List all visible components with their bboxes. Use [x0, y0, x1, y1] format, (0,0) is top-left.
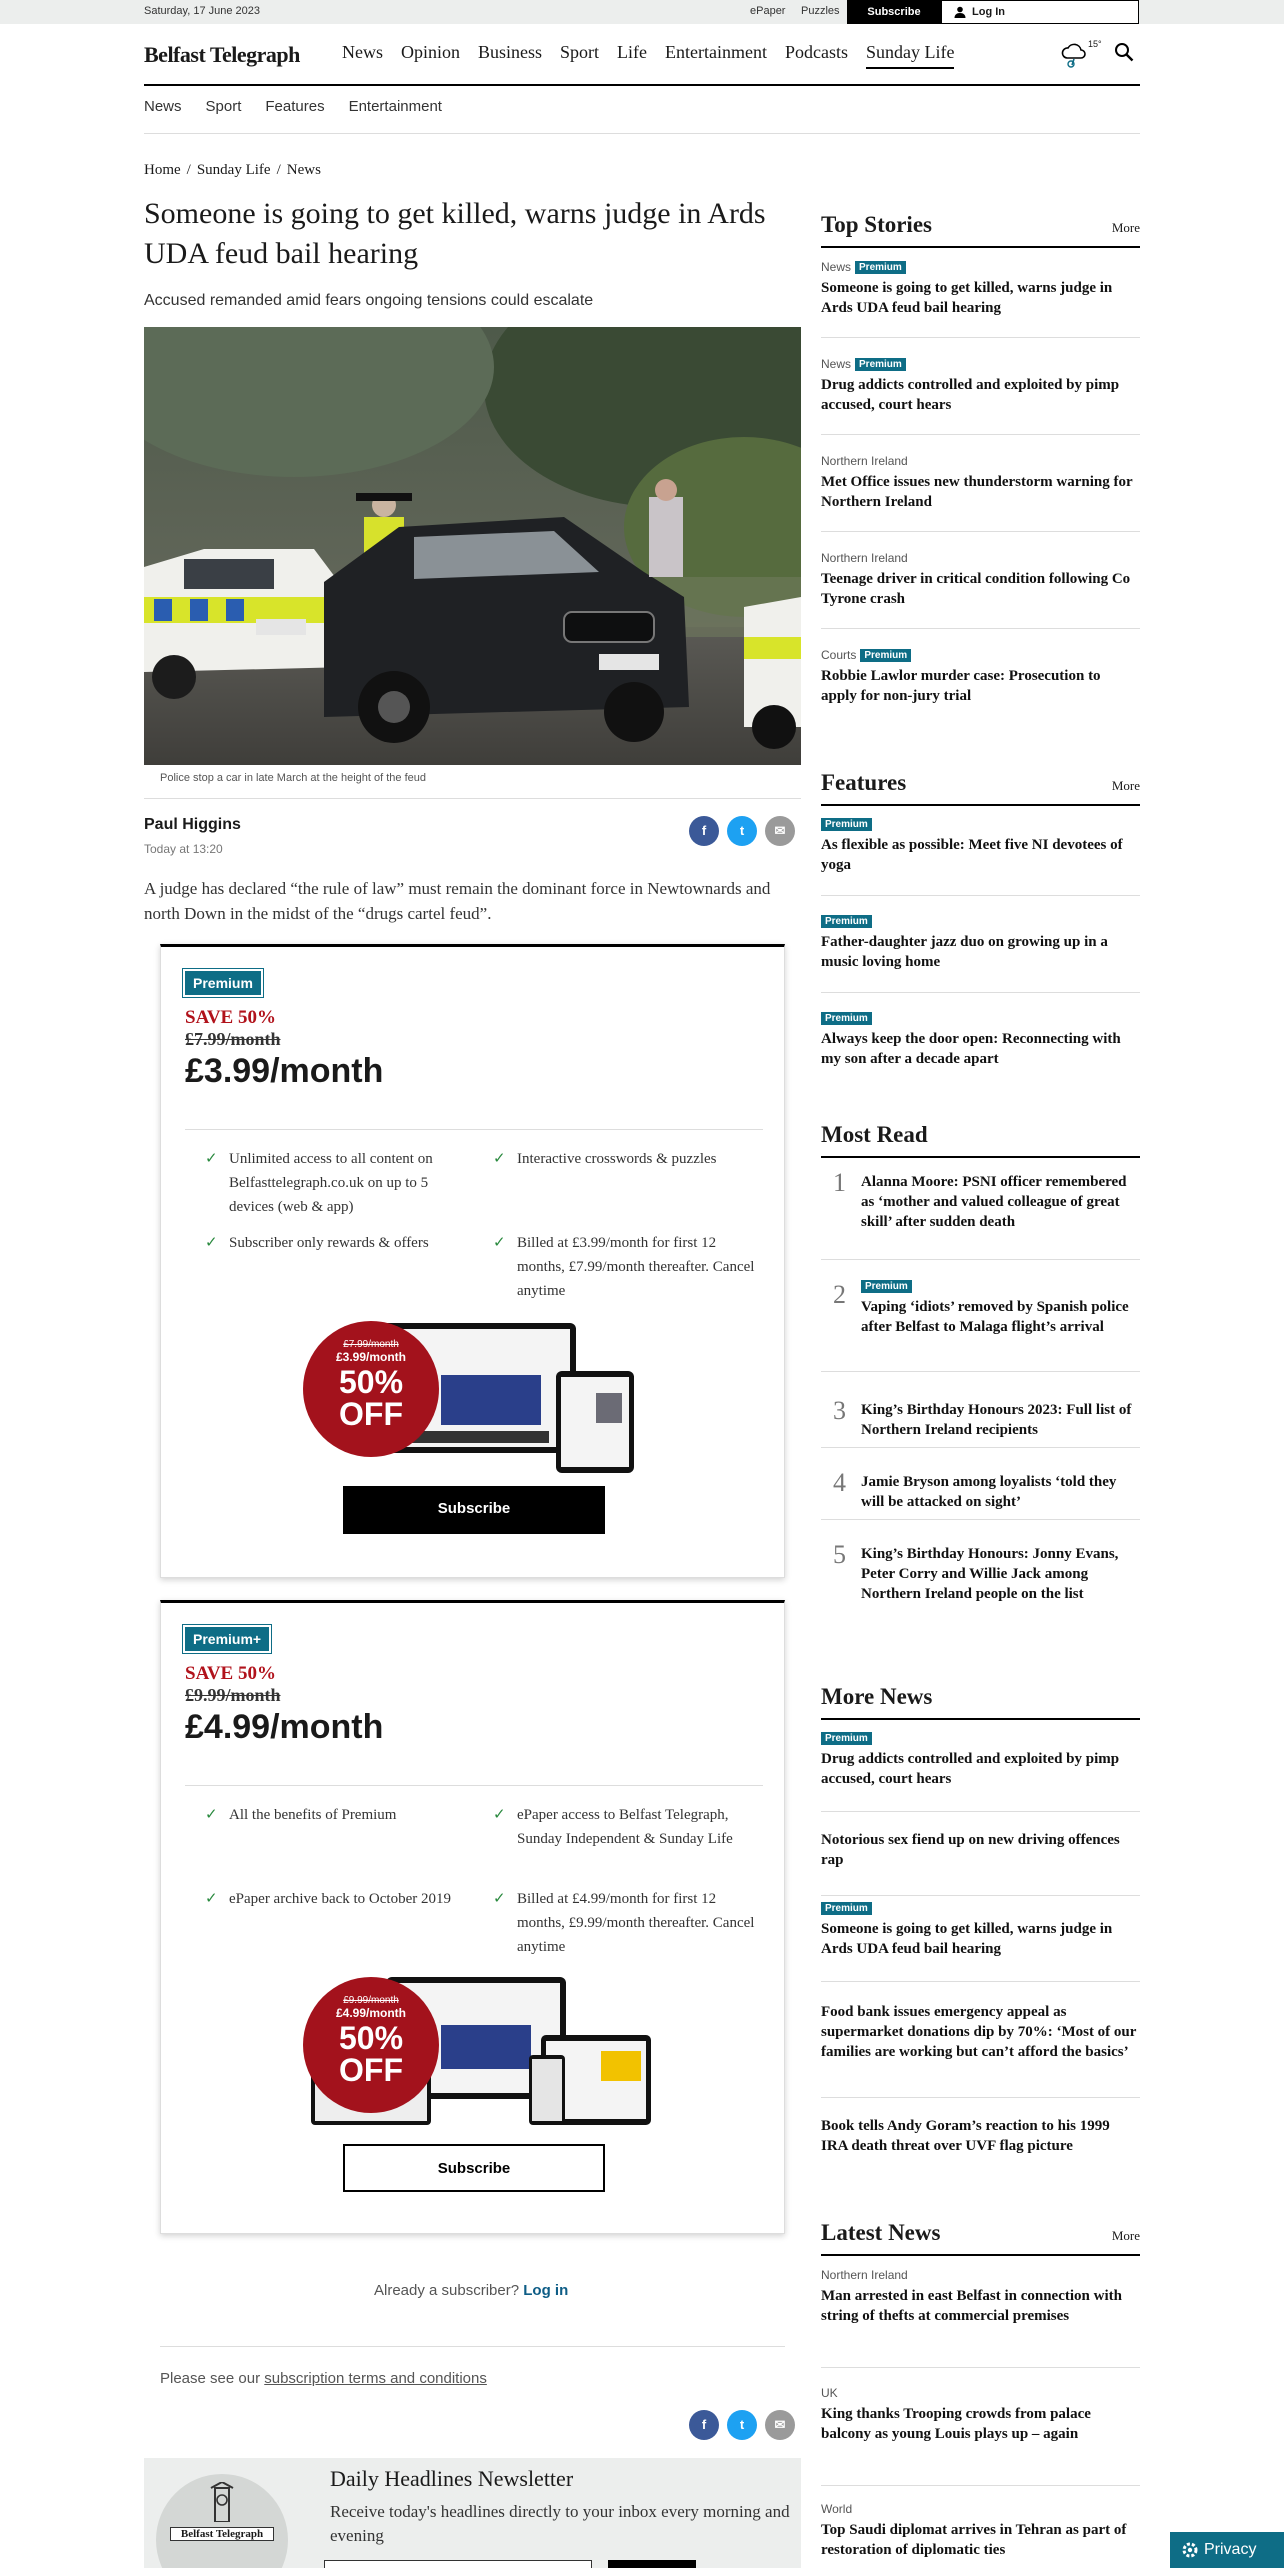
subnav-features[interactable]: Features — [265, 98, 325, 115]
benefit-item: ✓ ePaper archive back to October 2019 — [205, 1887, 455, 1911]
twitter-icon[interactable]: t — [727, 816, 757, 846]
breadcrumb-news[interactable]: News — [286, 162, 321, 178]
nav-news[interactable]: News — [342, 42, 383, 62]
nav-opinion[interactable]: Opinion — [401, 42, 461, 62]
image-caption: Police stop a car in late March at the height of the feud — [160, 772, 426, 784]
subnav-sport[interactable]: Sport — [205, 98, 242, 115]
top-stories-title: Top Stories — [821, 212, 932, 237]
rank-number: 2 — [833, 1280, 846, 1309]
subscribe-button[interactable]: Subscribe — [847, 0, 941, 24]
premium-badge: Premium — [185, 971, 261, 995]
benefit-item: ✓ Unlimited access to all content on Belfasttelegraph.co.uk on up to 5 devices (web & app) — [205, 1147, 455, 1219]
most-read-title: Most Read — [821, 1122, 928, 1147]
story-kicker: Northern Ireland — [821, 2268, 908, 2282]
divider — [144, 798, 801, 799]
breadcrumb-separator: / — [276, 162, 281, 178]
user-icon — [954, 6, 966, 18]
most-read-title: Jamie Bryson among loyalists ‘told they will be attacked on sight’ — [861, 1474, 1117, 1510]
privacy-button[interactable] — [1170, 2532, 1284, 2568]
article-standfirst: Accused remanded amid fears ongoing tensions could escalate — [144, 292, 594, 309]
gear-icon — [1182, 2542, 1198, 2558]
most-read-item[interactable] — [821, 1396, 1140, 1448]
premium-badge: Premium — [821, 1732, 872, 1745]
top-story-item[interactable] — [821, 357, 1140, 435]
device-promo-graphic — [301, 1975, 661, 2135]
rank-number: 4 — [833, 1468, 846, 1497]
more-news-header — [821, 1684, 1140, 1720]
top-story-item[interactable] — [821, 454, 1140, 532]
most-read-item[interactable] — [821, 1540, 1140, 1632]
search-icon[interactable] — [1112, 40, 1136, 64]
feature-item[interactable] — [821, 818, 1140, 896]
old-price: £7.99/month — [185, 1029, 281, 1049]
promo-old-price: £7.99/month — [343, 1339, 399, 1350]
rank-number: 1 — [833, 1168, 846, 1197]
premium-plus-badge: Premium+ — [185, 1627, 269, 1651]
story-kicker: Northern Ireland — [821, 454, 908, 468]
breadcrumb-separator: / — [186, 162, 191, 178]
clock-tower-icon — [197, 2482, 247, 2522]
breadcrumb-home[interactable]: Home — [144, 162, 181, 178]
features-title: Features — [821, 770, 907, 795]
nav-business[interactable]: Business — [478, 42, 543, 62]
more-news-title: Someone is going to get killed, warns judge in Ards UDA feud bail hearing — [821, 1921, 1113, 1957]
premium-badge: Premium — [855, 358, 906, 371]
most-read-item[interactable] — [821, 1468, 1140, 1520]
story-kicker: News — [821, 357, 852, 371]
most-read-item[interactable] — [821, 1280, 1140, 1372]
benefit-item: ✓ ePaper access to Belfast Telegraph, Sunday Independent & Sunday Life — [493, 1803, 763, 1851]
subscribe-premium-plus-button[interactable]: Subscribe — [343, 2144, 605, 2192]
divider — [185, 1129, 763, 1130]
premium-badge: Premium — [821, 1902, 872, 1915]
premium-offer-card — [160, 944, 785, 1578]
newsletter-signup — [144, 2458, 801, 2568]
latest-news-item[interactable] — [821, 2268, 1140, 2368]
divider — [160, 2346, 785, 2347]
rain-cloud-icon — [1060, 42, 1088, 68]
login-link[interactable]: Log in — [523, 2282, 569, 2299]
fifty-percent-off-badge — [303, 1977, 439, 2113]
promo-off-text: 50% OFF — [338, 2020, 404, 2088]
breadcrumb — [144, 162, 321, 179]
fifty-percent-off-badge — [303, 1321, 439, 1457]
story-title: Robbie Lawlor murder case: Prosecution to apply for non-jury trial — [821, 668, 1101, 704]
nav-entertainment[interactable]: Entertainment — [665, 42, 767, 62]
login-button[interactable] — [941, 0, 1139, 24]
already-subscriber — [374, 2282, 568, 2299]
article-lead: A judge has declared “the rule of law” must remain the dominant force in Newtownards and north Down in the midst of the “drugs cartel feud”. — [144, 879, 771, 923]
top-utility-bar — [0, 0, 1284, 24]
premium-plus-offer-card — [160, 1600, 785, 2234]
features-more-link[interactable]: More — [1111, 778, 1140, 793]
latest-news-title: Latest News — [821, 2220, 941, 2245]
save-label: SAVE 50% — [185, 1007, 276, 1028]
latest-news-item[interactable] — [821, 2502, 1140, 2568]
subscribe-premium-button[interactable]: Subscribe — [343, 1486, 605, 1534]
terms-text: Please see our — [160, 2370, 261, 2387]
old-price: £9.99/month — [185, 1685, 281, 1705]
offer-price: £4.99/month — [185, 1708, 384, 1746]
facebook-icon[interactable]: f — [689, 816, 719, 846]
latest-news-title: Top Saudi diplomat arrives in Tehran as part of restoration of diplomatic ties — [821, 2522, 1127, 2558]
author-name[interactable]: Paul Higgins — [144, 816, 241, 833]
most-read-title: Alanna Moore: PSNI officer remembered as ‘mother and valued colleague of great skill’ after sudden death — [861, 1174, 1127, 1230]
weather-widget[interactable] — [1060, 39, 1102, 68]
newsletter-title: Daily Headlines Newsletter — [330, 2466, 574, 2491]
masthead — [144, 24, 1140, 86]
terms-link[interactable]: subscription terms and conditions — [264, 2370, 487, 2387]
newsletter-logo — [156, 2474, 288, 2568]
promo-off-text: 50% OFF — [338, 1364, 404, 1432]
story-kicker: Northern Ireland — [821, 551, 908, 565]
subnav-news[interactable]: News — [144, 98, 182, 115]
features-header — [821, 770, 1140, 806]
rank-number: 3 — [833, 1396, 846, 1425]
login-label: Log In — [972, 6, 1005, 18]
top-stories-more-link[interactable]: More — [1111, 220, 1140, 235]
premium-badge: Premium — [860, 649, 911, 662]
premium-badge: Premium — [861, 1280, 912, 1293]
divider — [185, 1785, 763, 1786]
more-news-item[interactable] — [821, 2112, 1140, 2198]
story-kicker: World — [821, 2502, 853, 2516]
more-news-title: Notorious sex fiend up on new driving offences rap — [821, 1832, 1120, 1868]
latest-news-more-link[interactable]: More — [1111, 2228, 1140, 2243]
most-read-header — [821, 1122, 1140, 1158]
more-news-item[interactable] — [821, 1826, 1140, 1896]
benefit-item: ✓ Billed at £4.99/month for first 12 months, £9.99/month thereafter. Cancel anytime — [493, 1887, 763, 1959]
twitter-icon[interactable]: t — [727, 2410, 757, 2440]
privacy-label: Privacy — [1204, 2541, 1257, 2558]
more-news-title: More News — [821, 1684, 933, 1709]
more-news-title: Food bank issues emergency appeal as supermarket donations dip by 70%: ‘Most of our families are working but can’t afford the basics’ — [821, 2004, 1137, 2060]
top-stories-header — [821, 212, 1140, 248]
latest-news-title: Man arrested in east Belfast in connection with string of thefts at commercial premises — [821, 2288, 1122, 2324]
promo-old-price: £9.99/month — [343, 1995, 399, 2006]
nav-podcasts[interactable]: Podcasts — [785, 42, 848, 62]
most-read-title: King’s Birthday Honours: Jonny Evans, Peter Corry and Willie Jack among Northern Ireland people on the list — [861, 1546, 1119, 1602]
feature-title: Always keep the door open: Reconnecting with my son after a decade apart — [821, 1031, 1121, 1067]
story-title: Someone is going to get killed, warns judge in Ards UDA feud bail hearing — [821, 280, 1113, 316]
temperature: 15° — [1088, 39, 1102, 49]
story-kicker: Courts — [821, 648, 857, 662]
feature-title: As flexible as possible: Meet five NI devotees of yoga — [821, 837, 1123, 873]
latest-news-title: King thanks Trooping crowds from palace balcony as young Louis plays up – again — [821, 2406, 1091, 2442]
story-kicker: News — [821, 260, 852, 274]
premium-badge: Premium — [855, 261, 906, 274]
newsletter-logo-text: Belfast Telegraph — [170, 2527, 274, 2541]
share-buttons — [689, 816, 795, 846]
feature-title: Father-daughter jazz duo on growing up in a music loving home — [821, 934, 1108, 970]
facebook-icon[interactable]: f — [689, 2410, 719, 2440]
subnav-entertainment[interactable]: Entertainment — [348, 98, 442, 115]
most-read-item[interactable] — [821, 1168, 1140, 1260]
more-news-item[interactable] — [821, 1732, 1140, 1812]
publish-time: Today at 13:20 — [144, 842, 223, 856]
nav-sport[interactable]: Sport — [560, 42, 600, 62]
already-subscriber-text: Already a subscriber? — [374, 2282, 520, 2299]
email-icon[interactable]: ✉ — [765, 816, 795, 846]
breadcrumb-sunday-life[interactable]: Sunday Life — [196, 162, 271, 178]
device-promo-graphic — [301, 1319, 661, 1479]
main-nav — [342, 42, 954, 69]
top-story-item[interactable] — [821, 260, 1140, 338]
story-title: Drug addicts controlled and exploited by pimp accused, court hears — [821, 377, 1120, 413]
current-date: Saturday, 17 June 2023 — [144, 5, 260, 17]
email-icon[interactable]: ✉ — [765, 2410, 795, 2440]
hero-image — [144, 327, 801, 765]
save-label: SAVE 50% — [185, 1663, 276, 1684]
rank-number: 5 — [833, 1540, 846, 1569]
top-story-item[interactable] — [821, 648, 1140, 726]
benefit-item: ✓ Billed at £3.99/month for first 12 months, £7.99/month thereafter. Cancel anytime — [493, 1231, 763, 1303]
epaper-link[interactable]: ePaper — [750, 5, 786, 17]
benefit-item: ✓ Interactive crosswords & puzzles — [493, 1147, 763, 1171]
promo-new-price: £3.99/month — [335, 1350, 407, 1364]
premium-badge: Premium — [821, 818, 872, 831]
nav-life[interactable]: Life — [617, 42, 648, 62]
latest-news-item[interactable] — [821, 2386, 1140, 2486]
puzzles-link[interactable]: Puzzles — [801, 5, 840, 17]
story-kicker: UK — [821, 2386, 838, 2400]
story-title: Met Office issues new thunderstorm warning for Northern Ireland — [821, 474, 1133, 510]
promo-new-price: £4.99/month — [335, 2006, 407, 2020]
most-read-title: Vaping ‘idiots’ removed by Spanish police after Belfast to Malaga flight’s arrival — [861, 1299, 1129, 1335]
most-read-title: King’s Birthday Honours 2023: Full list of Northern Ireland recipients — [861, 1402, 1132, 1438]
site-logo[interactable]: Belfast Telegraph — [144, 42, 300, 67]
newsletter-signup-button[interactable] — [608, 2560, 696, 2568]
nav-sunday-life[interactable]: Sunday Life — [866, 42, 954, 69]
more-news-item[interactable] — [821, 1902, 1140, 1982]
newsletter-description: Receive today's headlines directly to your inbox every morning and evening — [330, 2502, 790, 2545]
story-title: Teenage driver in critical condition following Co Tyrone crash — [821, 571, 1131, 607]
feature-item[interactable] — [821, 1012, 1140, 1090]
more-news-title: Book tells Andy Goram’s reaction to his 1999 IRA death threat over UVF flag picture — [821, 2118, 1110, 2154]
top-story-item[interactable] — [821, 551, 1140, 629]
more-news-title: Drug addicts controlled and exploited by pimp accused, court hears — [821, 1751, 1120, 1787]
offer-price: £3.99/month — [185, 1052, 384, 1090]
latest-news-header — [821, 2220, 1140, 2256]
terms-note — [160, 2370, 487, 2387]
premium-badge: Premium — [821, 1012, 872, 1025]
section-subnav — [144, 86, 1140, 134]
feature-item[interactable] — [821, 915, 1140, 993]
benefit-item: ✓ All the benefits of Premium — [205, 1803, 455, 1827]
premium-badge: Premium — [821, 915, 872, 928]
more-news-item[interactable] — [821, 1998, 1140, 2098]
article-headline: Someone is going to get killed, warns judge in Ards UDA feud bail hearing — [144, 197, 766, 270]
benefit-item: ✓ Subscriber only rewards & offers — [205, 1231, 455, 1255]
newsletter-email-input[interactable] — [324, 2560, 592, 2568]
share-buttons-bottom — [689, 2410, 795, 2440]
